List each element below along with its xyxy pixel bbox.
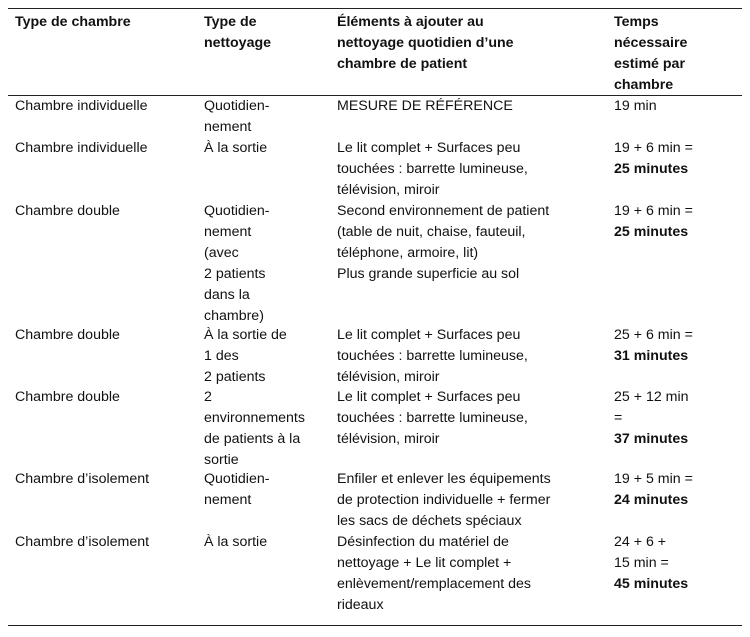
- row-3-room-type: Chambre double: [15, 203, 120, 219]
- row-2-time-prefix: 19 + 6 min =: [614, 140, 693, 156]
- row-2-elements: Le lit complet + Surfaces peu touchées : barrette lumineuse, télévision, miroir: [337, 140, 528, 198]
- row-1-time: [614, 96, 746, 117]
- row-6-time-total: 24 minutes: [614, 492, 689, 508]
- table-top-rule: [8, 8, 742, 9]
- row-5-cleaning-type: 2 environnements de patients à la sortie: [204, 389, 305, 468]
- row-3-elements: Second environnement de patient (table de nuit, chaise, fauteuil, téléphone, armoire, lit) Plus grande superficie au sol: [337, 203, 550, 282]
- row-5-time-prefix: 25 + 12 min =: [614, 389, 689, 426]
- row-2-time-total: 25 minutes: [614, 161, 689, 177]
- row-7-time-prefix: 24 + 6 + 15 min =: [614, 534, 669, 571]
- row-4-room-type: Chambre double: [15, 327, 120, 343]
- row-6-elements: Enfiler et enlever les équipements de protection individuelle + fermer les sacs de déchets spéciaux: [337, 471, 551, 529]
- row-5-elements: Le lit complet + Surfaces peu touchées : barrette lumineuse, télévision, miroir: [337, 389, 528, 447]
- row-2-room-type: Chambre individuelle: [15, 140, 148, 156]
- row-6-cleaning-type: Quotidien- nement: [204, 471, 270, 508]
- row-3-time: [614, 201, 746, 243]
- header-elements: Éléments à ajouter au nettoyage quotidien d’une chambre de patient: [337, 14, 514, 72]
- row-5-time: [614, 387, 746, 450]
- row-4-time-prefix: 25 + 6 min =: [614, 327, 693, 343]
- row-3-time-prefix: 19 + 6 min =: [614, 203, 693, 219]
- row-3-cleaning-type: Quotidien- nement (avec 2 patients dans la chambre): [204, 203, 270, 324]
- header-cleaning-type: Type de nettoyage: [204, 14, 272, 51]
- row-6-room-type: Chambre d’isolement: [15, 471, 150, 487]
- row-7-room-type: Chambre d’isolement: [15, 534, 150, 550]
- row-1-room-type: Chambre individuelle: [15, 98, 148, 114]
- row-6-time-prefix: 19 + 5 min =: [614, 471, 693, 487]
- row-2-time: [614, 138, 746, 180]
- row-1-cleaning-type: Quotidien- nement: [204, 98, 270, 135]
- header-time: Temps nécessaire estimé par chambre: [614, 14, 688, 93]
- row-3-time-total: 25 minutes: [614, 224, 689, 240]
- row-4-elements: Le lit complet + Surfaces peu touchées : barrette lumineuse, télévision, miroir: [337, 327, 528, 385]
- row-2-cleaning-type: À la sortie: [204, 140, 268, 156]
- row-7-cleaning-type: À la sortie: [204, 534, 268, 550]
- row-7-time-total: 45 minutes: [614, 576, 689, 592]
- table-bottom-rule: [8, 625, 742, 626]
- row-1-time-prefix: 19 min: [614, 98, 657, 114]
- header-room-type: Type de chambre: [15, 14, 131, 30]
- row-4-time-total: 31 minutes: [614, 348, 689, 364]
- row-7-time: [614, 532, 746, 595]
- row-4-cleaning-type: À la sortie de 1 des 2 patients: [204, 327, 287, 385]
- row-6-time: [614, 469, 746, 511]
- row-1-elements: MESURE DE RÉFÉRENCE: [337, 98, 513, 114]
- row-4-time: [614, 325, 746, 367]
- row-7-elements: Désinfection du matériel de nettoyage + Le lit complet + enlèvement/remplacement des rideaux: [337, 534, 531, 613]
- row-5-time-total: 37 minutes: [614, 431, 689, 447]
- row-5-room-type: Chambre double: [15, 389, 120, 405]
